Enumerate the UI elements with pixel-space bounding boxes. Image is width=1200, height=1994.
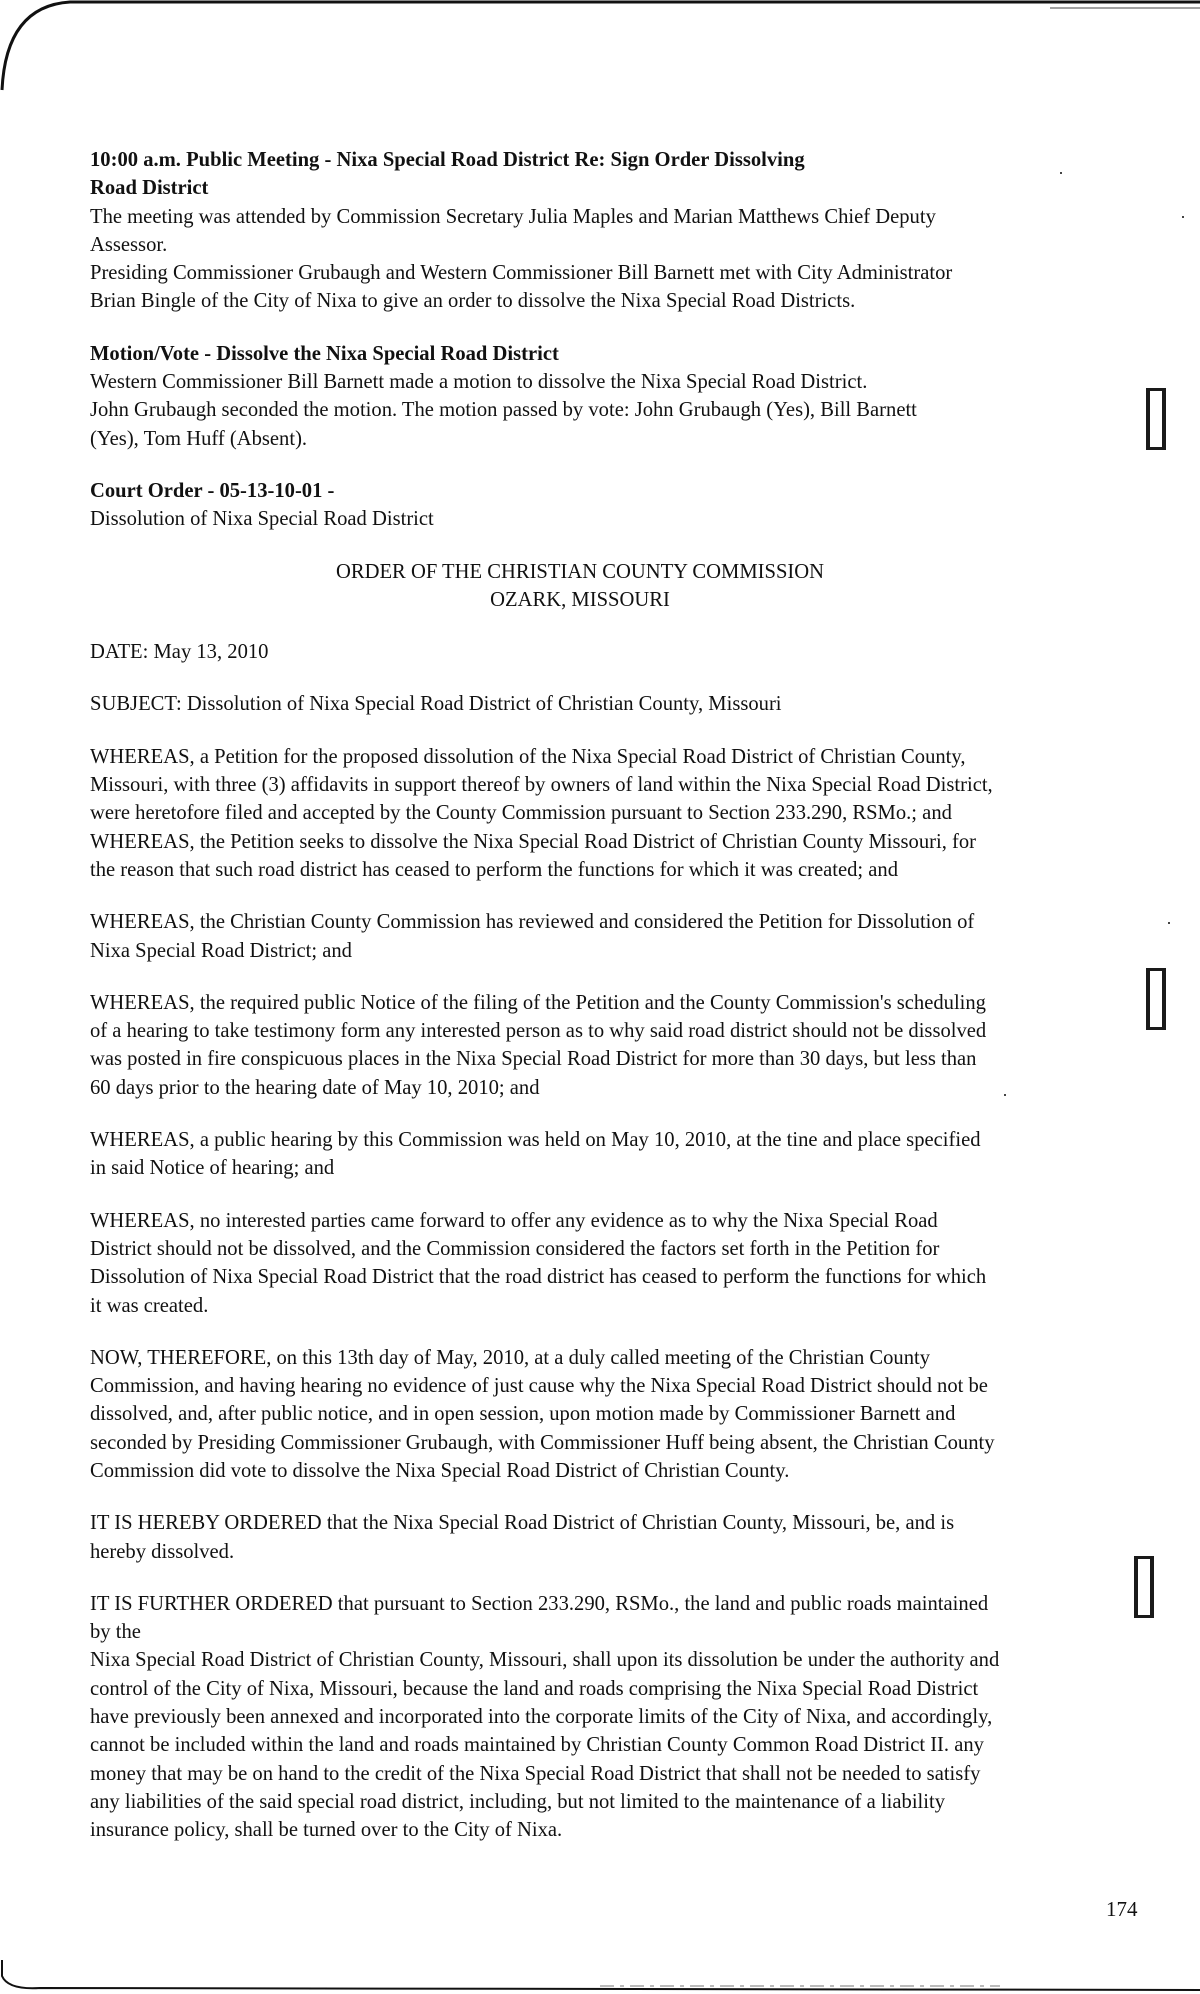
order-line: Nixa Special Road District; and — [90, 939, 352, 962]
order-line: 60 days prior to the hearing date of May 10, 2010; and — [90, 1076, 540, 1099]
order-line: cannot be included within the land and roads maintained by Christian County Common Road District II. any — [90, 1734, 984, 1757]
order-line: WHEREAS, the required public Notice of the filing of the Petition and the County Commission's scheduling — [90, 991, 986, 1014]
order-line: insurance policy, shall be turned over to the City of Nixa. — [90, 1819, 563, 1842]
order-line: hereby dissolved. — [90, 1540, 235, 1563]
order-subject: SUBJECT: Dissolution of Nixa Special Road District of Christian County, Missouri — [90, 693, 782, 716]
order-title-block — [90, 558, 1130, 615]
order-line: seconded by Presiding Commissioner Grubaugh, with Commissioner Huff being absent, the Christian County — [90, 1431, 995, 1454]
order-paragraph — [90, 1126, 1130, 1183]
order-line: dissolved, and, after public notice, and in open session, upon motion made by Commissioner Barnett and — [90, 1403, 956, 1426]
scan-speck — [1182, 216, 1184, 218]
order-paragraph — [90, 1207, 1130, 1320]
order-paragraph — [90, 1509, 1130, 1566]
motion-text-line: John Grubaugh seconded the motion. The motion passed by vote: John Grubaugh (Yes), Bill Barnett — [90, 399, 917, 422]
order-line: were heretofore filed and accepted by the County Commission pursuant to Section 233.290, RSMo.; and — [90, 802, 952, 825]
document-body — [90, 146, 1130, 1869]
order-line: have previously been annexed and incorporated into the corporate limits of the City of Nixa, and accordingly, — [90, 1706, 993, 1729]
margin-bracket-mark — [1134, 1556, 1154, 1618]
order-date: DATE: May 13, 2010 — [90, 641, 269, 664]
motion-text-line: Western Commissioner Bill Barnett made a motion to dissolve the Nixa Special Road District. — [90, 371, 868, 394]
order-title: ORDER OF THE CHRISTIAN COUNTY COMMISSION — [336, 560, 824, 583]
order-line: District should not be dissolved, and the Commission considered the factors set forth in the Petition for — [90, 1237, 940, 1260]
order-line: NOW, THEREFORE, on this 13th day of May, 2010, at a duly called meeting of the Christian County — [90, 1346, 931, 1369]
order-location: OZARK, MISSOURI — [490, 588, 670, 611]
meeting-section — [90, 146, 1130, 316]
meeting-heading-continued: Road District — [90, 177, 209, 200]
order-line: money that may be on hand to the credit of the Nixa Special Road District that shall not be needed to satisfy — [90, 1762, 981, 1785]
meeting-text-line: Presiding Commissioner Grubaugh and Western Commissioner Bill Barnett met with City Administrator — [90, 262, 953, 285]
meeting-text-line: Brian Bingle of the City of Nixa to give an order to dissolve the Nixa Special Road Districts. — [90, 290, 856, 313]
order-line: Commission did vote to dissolve the Nixa Special Road District of Christian County. — [90, 1459, 790, 1482]
order-line: the reason that such road district has ceased to perform the functions for which it was created; and — [90, 858, 899, 881]
court-order-section — [90, 477, 1130, 534]
meeting-heading: 10:00 a.m. Public Meeting - Nixa Special Road District Re: Sign Order Dissolving — [90, 149, 805, 171]
order-paragraph — [90, 743, 1130, 884]
page-number: 174 — [1106, 1897, 1138, 1921]
order-line: Nixa Special Road District of Christian County, Missouri, shall upon its dissolution be under the authority and — [90, 1649, 1000, 1672]
order-line: WHEREAS, a public hearing by this Commission was held on May 10, 2010, at the tine and place specified — [90, 1129, 981, 1152]
order-line: in said Notice of hearing; and — [90, 1157, 335, 1180]
margin-bracket-mark — [1146, 388, 1166, 450]
court-order-subheading: Dissolution of Nixa Special Road District — [90, 508, 434, 531]
order-paragraph — [90, 1590, 1130, 1845]
order-line: Missouri, with three (3) affidavits in support thereof by owners of land within the Nixa Special Road District, — [90, 774, 993, 797]
order-line: WHEREAS, no interested parties came forward to offer any evidence as to why the Nixa Special Road — [90, 1209, 938, 1232]
order-line: Dissolution of Nixa Special Road District that the road district has ceased to perform the functions for which — [90, 1266, 987, 1289]
motion-heading: Motion/Vote - Dissolve the Nixa Special Road District — [90, 342, 559, 365]
order-paragraph — [90, 1344, 1130, 1485]
order-line: Commission, and having hearing no evidence of just cause why the Nixa Special Road District should not be — [90, 1375, 988, 1398]
order-line: IT IS FURTHER ORDERED that pursuant to Section 233.290, RSMo., the land and public roads maintained — [90, 1592, 989, 1615]
order-line: control of the City of Nixa, Missouri, because the land and roads comprising the Nixa Special Road District — [90, 1677, 979, 1700]
motion-section — [90, 340, 1130, 453]
order-line: WHEREAS, the Petition seeks to dissolve the Nixa Special Road District of Christian County Missouri, for — [90, 830, 977, 853]
order-line: IT IS HEREBY ORDERED that the Nixa Special Road District of Christian County, Missouri, be, and is — [90, 1512, 955, 1535]
scan-speck — [1168, 922, 1170, 924]
order-line: it was created. — [90, 1294, 209, 1317]
margin-bracket-mark — [1146, 968, 1166, 1030]
meeting-text-line: Assessor. — [90, 233, 168, 256]
order-line: of a hearing to take testimony form any interested person as to why said road district should not be dissolved — [90, 1020, 987, 1043]
motion-text-line: (Yes), Tom Huff (Absent). — [90, 427, 308, 450]
court-order-heading: Court Order - 05-13-10-01 - — [90, 479, 335, 502]
order-line: any liabilities of the said special road district, including, but not limited to the maintenance of a liability — [90, 1790, 946, 1813]
meeting-text-line: The meeting was attended by Commission Secretary Julia Maples and Marian Matthews Chief Deputy — [90, 205, 936, 228]
order-paragraph — [90, 989, 1130, 1102]
order-line: WHEREAS, a Petition for the proposed dissolution of the Nixa Special Road District of Christian County, — [90, 745, 966, 768]
order-line: WHEREAS, the Christian County Commission has reviewed and considered the Petition for Dissolution of — [90, 911, 975, 934]
order-line: was posted in fire conspicuous places in the Nixa Special Road District for more than 30 days, but less than — [90, 1048, 977, 1071]
order-line: by the — [90, 1621, 141, 1644]
order-paragraph — [90, 908, 1130, 965]
